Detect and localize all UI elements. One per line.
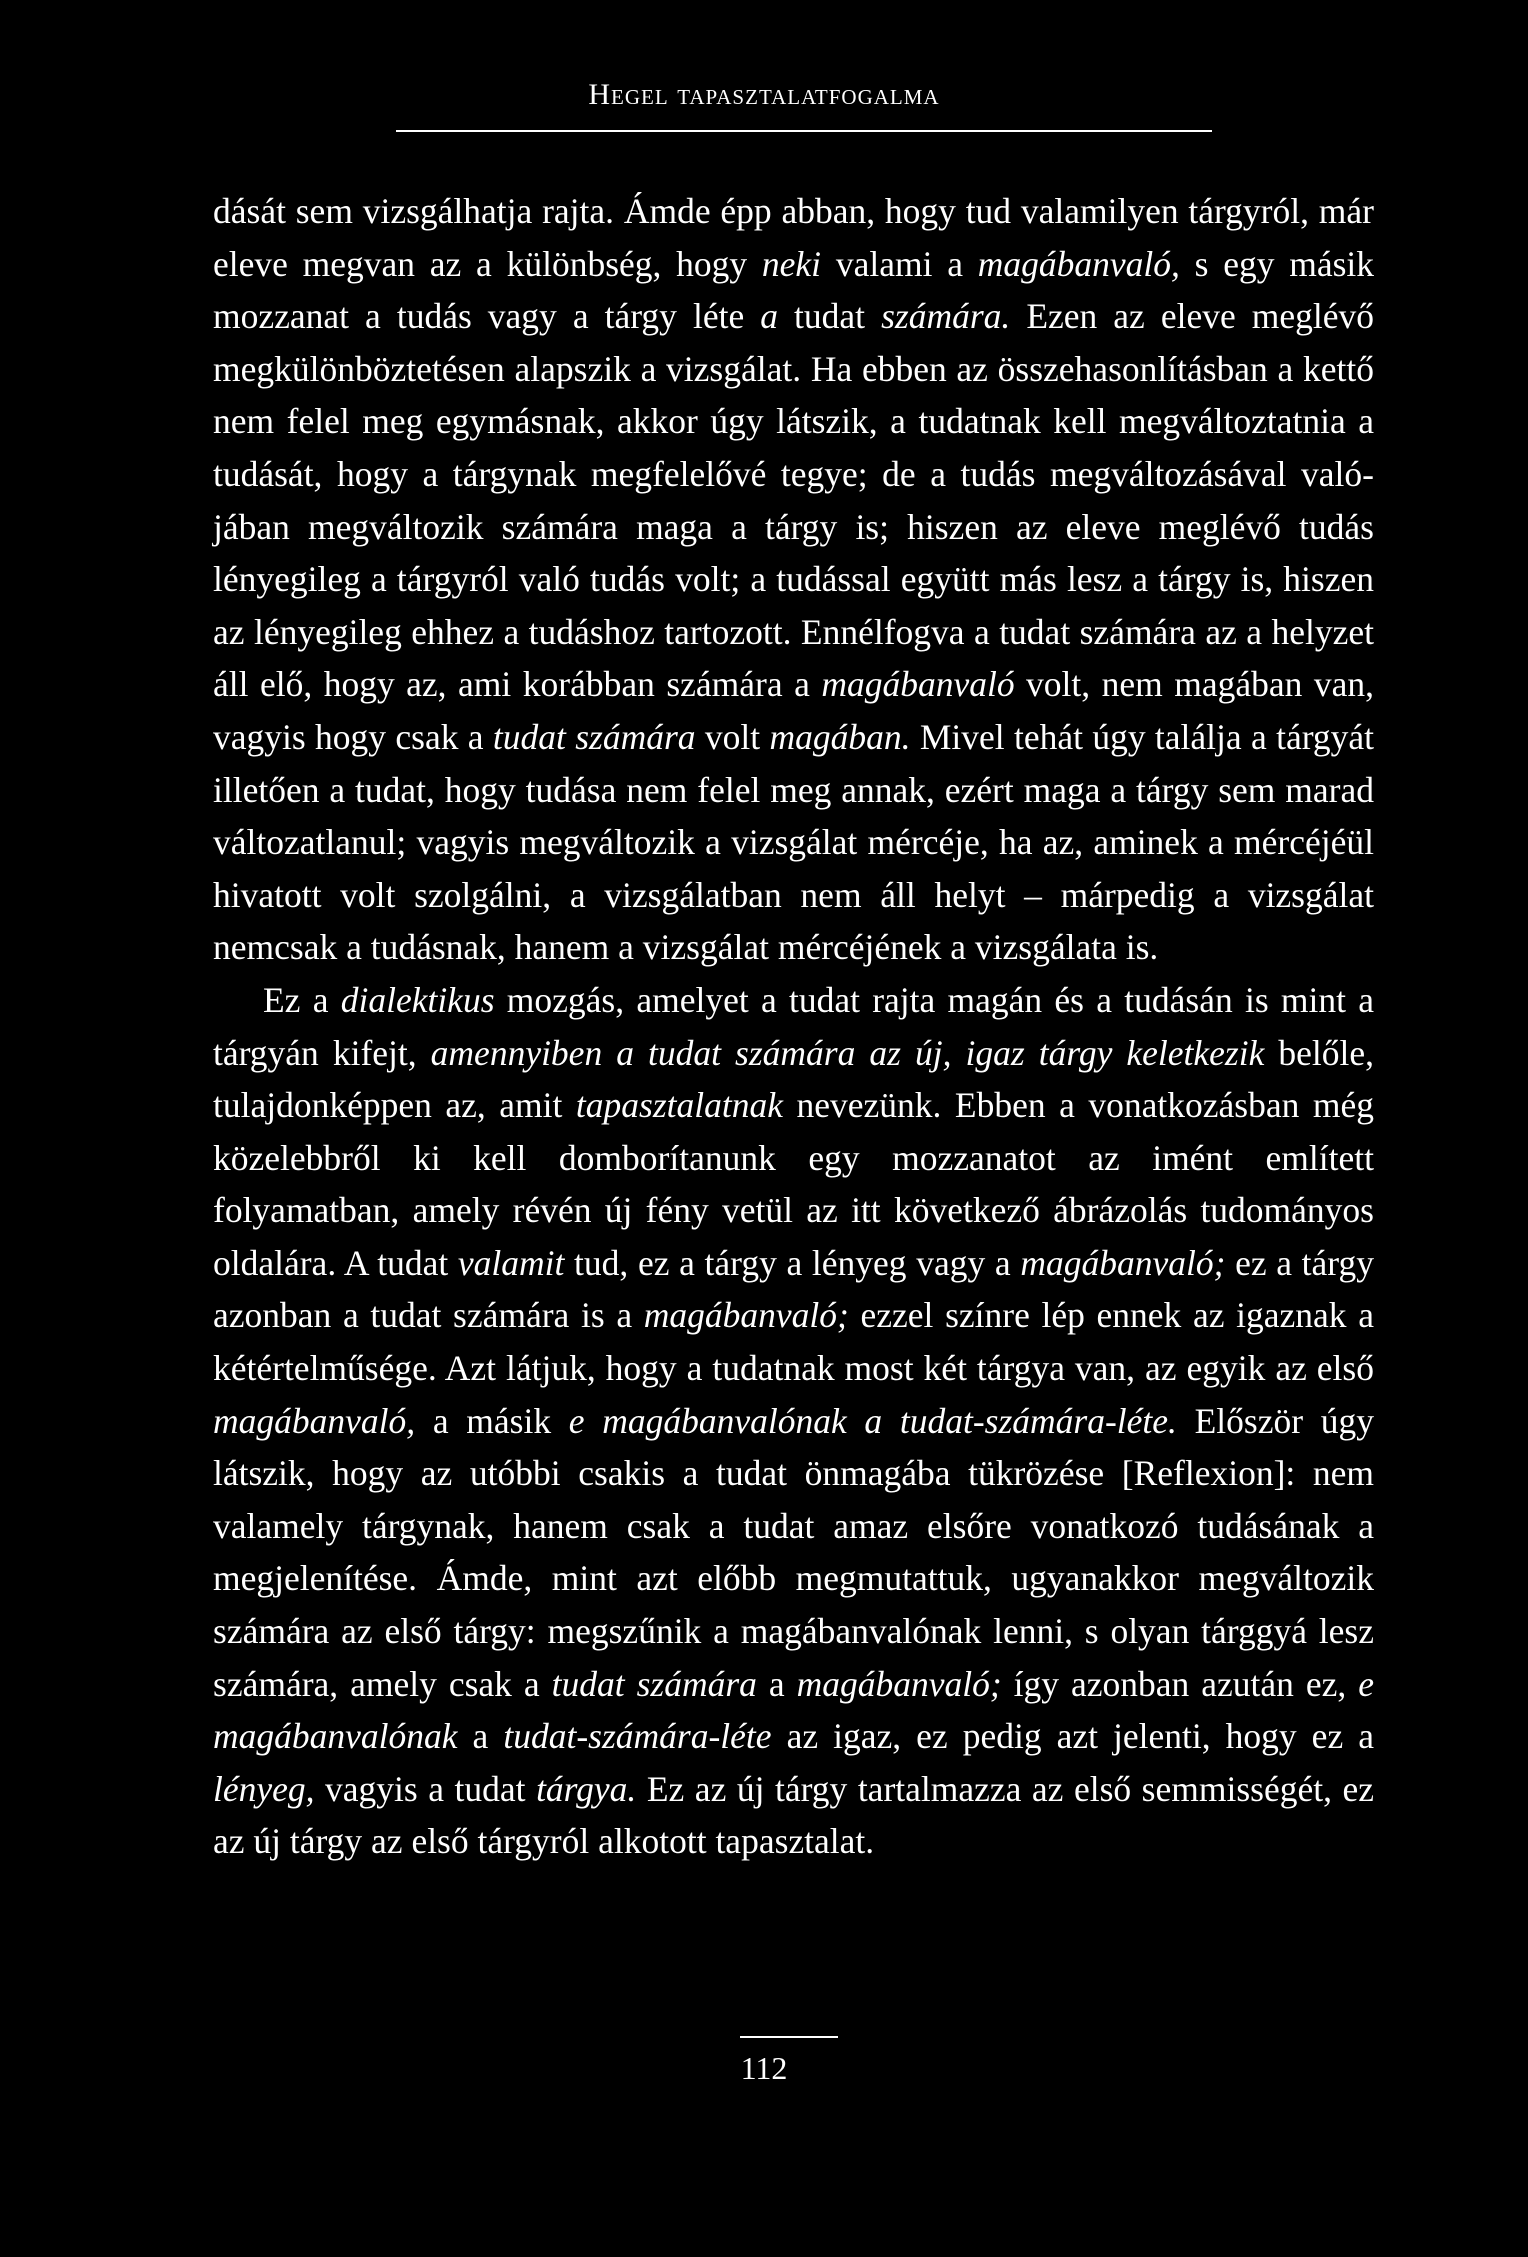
italic-text-run: lényeg,	[213, 1768, 315, 1809]
paragraph	[213, 185, 1374, 974]
italic-text-run: e magábanvalónak	[213, 1663, 1374, 1757]
italic-text-run: tudat számára	[492, 716, 696, 757]
text-run: belőle, tulajdonképpen az, amit	[213, 1032, 1374, 1126]
italic-text-run: magábanvaló,	[977, 243, 1180, 284]
text-run: így azonban azután ez,	[1001, 1663, 1359, 1704]
text-run: a	[457, 1716, 504, 1757]
text-run: a másik	[415, 1400, 569, 1441]
footer-rule	[740, 2036, 838, 2038]
body-text	[213, 185, 1374, 1868]
page-number: 112	[740, 2050, 788, 2086]
italic-text-run: neki	[761, 243, 822, 284]
text-run: Ez a	[263, 979, 341, 1020]
text-run: tudat	[778, 296, 882, 337]
text-run: volt	[695, 716, 770, 757]
text-run: Először úgy látszik, hogy az utóbbi csakis a tudat önmagába tükrözése [Reflexion]: nem valamely tárgynak, hanem csak a tudat amaz elsőre vonatkozó tudásának a megjelenítése. Ámde, mint azt előbb megmutattuk, ugyanakkor megváltozik számára az első tárgy: megszűnik a magábanvalónak lenni, s olyan tárggyá lesz számára, amely csak a	[213, 1400, 1374, 1704]
text-run: nevezünk. Ebben a vonatkozásban még közelebbről ki kell domborítanunk egy mozzanatot az imént említett folyamatban, amely révén új fény vetül az itt következő ábrázolás tudományos oldalára. A tudat	[213, 1085, 1375, 1283]
header-rule	[396, 130, 1212, 132]
text-run: ezzel színre lép ennek az igaznak a kétértelműsége. Azt látjuk, hogy a tudatnak most két tárgya van, az egyik az első	[213, 1295, 1374, 1389]
paragraph	[213, 974, 1374, 1868]
text-run: s egy másik mozzanat a tudás vagy a tárgy léte	[213, 243, 1375, 337]
text-run: ez a tárgy azonban a tudat számára is a	[213, 1242, 1374, 1336]
text-run: Ez az új tárgy tartalmazza az első semmisségét, ez az új tárgy az első tárgyról alkotott tapasztalat.	[213, 1768, 1374, 1862]
text-run: valami a	[821, 243, 978, 284]
text-run: mozgás, amelyet a tudat rajta magán és a tudásán is mint a tárgyán kifejt,	[213, 979, 1374, 1073]
italic-text-run: amennyiben a tudat számára az új, igaz tárgy keletkezik	[430, 1032, 1265, 1073]
text-run: vagyis a tudat	[314, 1768, 537, 1809]
italic-text-run: valamit	[457, 1242, 565, 1283]
italic-text-run: magábanvaló;	[1020, 1242, 1226, 1283]
text-run: az igaz, ez pedig azt jelenti, hogy ez a	[771, 1716, 1374, 1757]
text-run: dását sem vizsgálhatja rajta. Ámde épp abban, hogy tud valamilyen tárgyról, már eleve megvan az a különbség, hogy	[213, 191, 1374, 284]
text-run: a	[756, 1663, 797, 1704]
italic-text-run: e magábanvalónak a tudat-számára-léte.	[568, 1400, 1177, 1441]
text-run: tud, ez a tárgy a lényeg vagy a	[564, 1242, 1021, 1283]
italic-text-run: magábanvaló,	[213, 1400, 416, 1441]
italic-text-run: magábanvaló;	[796, 1663, 1002, 1704]
italic-text-run: a	[760, 296, 778, 337]
italic-text-run: magábanvaló	[821, 664, 1015, 705]
italic-text-run: tudat számára	[551, 1663, 757, 1704]
running-head: Hegel tapasztalatfogalma	[588, 78, 940, 111]
italic-text-run: tudat-számára-léte	[503, 1716, 772, 1757]
italic-text-run: számára.	[881, 296, 1011, 337]
italic-text-run: magában.	[769, 716, 911, 757]
italic-text-run: tárgya.	[536, 1768, 637, 1809]
italic-text-run: tapasztalatnak	[575, 1085, 783, 1126]
text-run: volt, nem magában van, vagyis hogy csak a	[213, 664, 1374, 757]
text-run: Mivel tehát úgy találja a tárgyát illetően a tudat, hogy tudása nem felel meg annak, ezért maga a tárgy sem marad változatlanul; vagyis megváltozik a vizsgálat mércéje, ha az, aminek a mércéjéül hivatott volt szolgálni, a vizsgálatban nem áll helyt – márpedig a vizsgálat nemcsak a tudásnak, hanem a vizsgálat mércéjének a vizsgálata is.	[213, 716, 1374, 968]
italic-text-run: magábanvaló;	[643, 1295, 849, 1336]
italic-text-run: dialektikus	[340, 979, 495, 1020]
text-run: Ezen az eleve meglévő megkülönböztetésen alapszik a vizsgálat. Ha ebben az összehasonlításban a kettő nem felel meg egymásnak, akkor úgy látszik, a tudatnak kell megváltoztatnia a tudását, hogy a tárgynak megfelelővé tegye; de a tudás megváltozásával valójában megváltozik számára maga a tárgy is; hiszen az eleve meglévő tudás lényegileg a tárgyról való tudás volt; a tudással együtt más lesz a tárgy is, hiszen az lényegileg ehhez a tudáshoz tartozott. Ennélfogva a tudat számára az a helyzet áll elő, hogy az, ami korábban számára a	[213, 296, 1375, 705]
